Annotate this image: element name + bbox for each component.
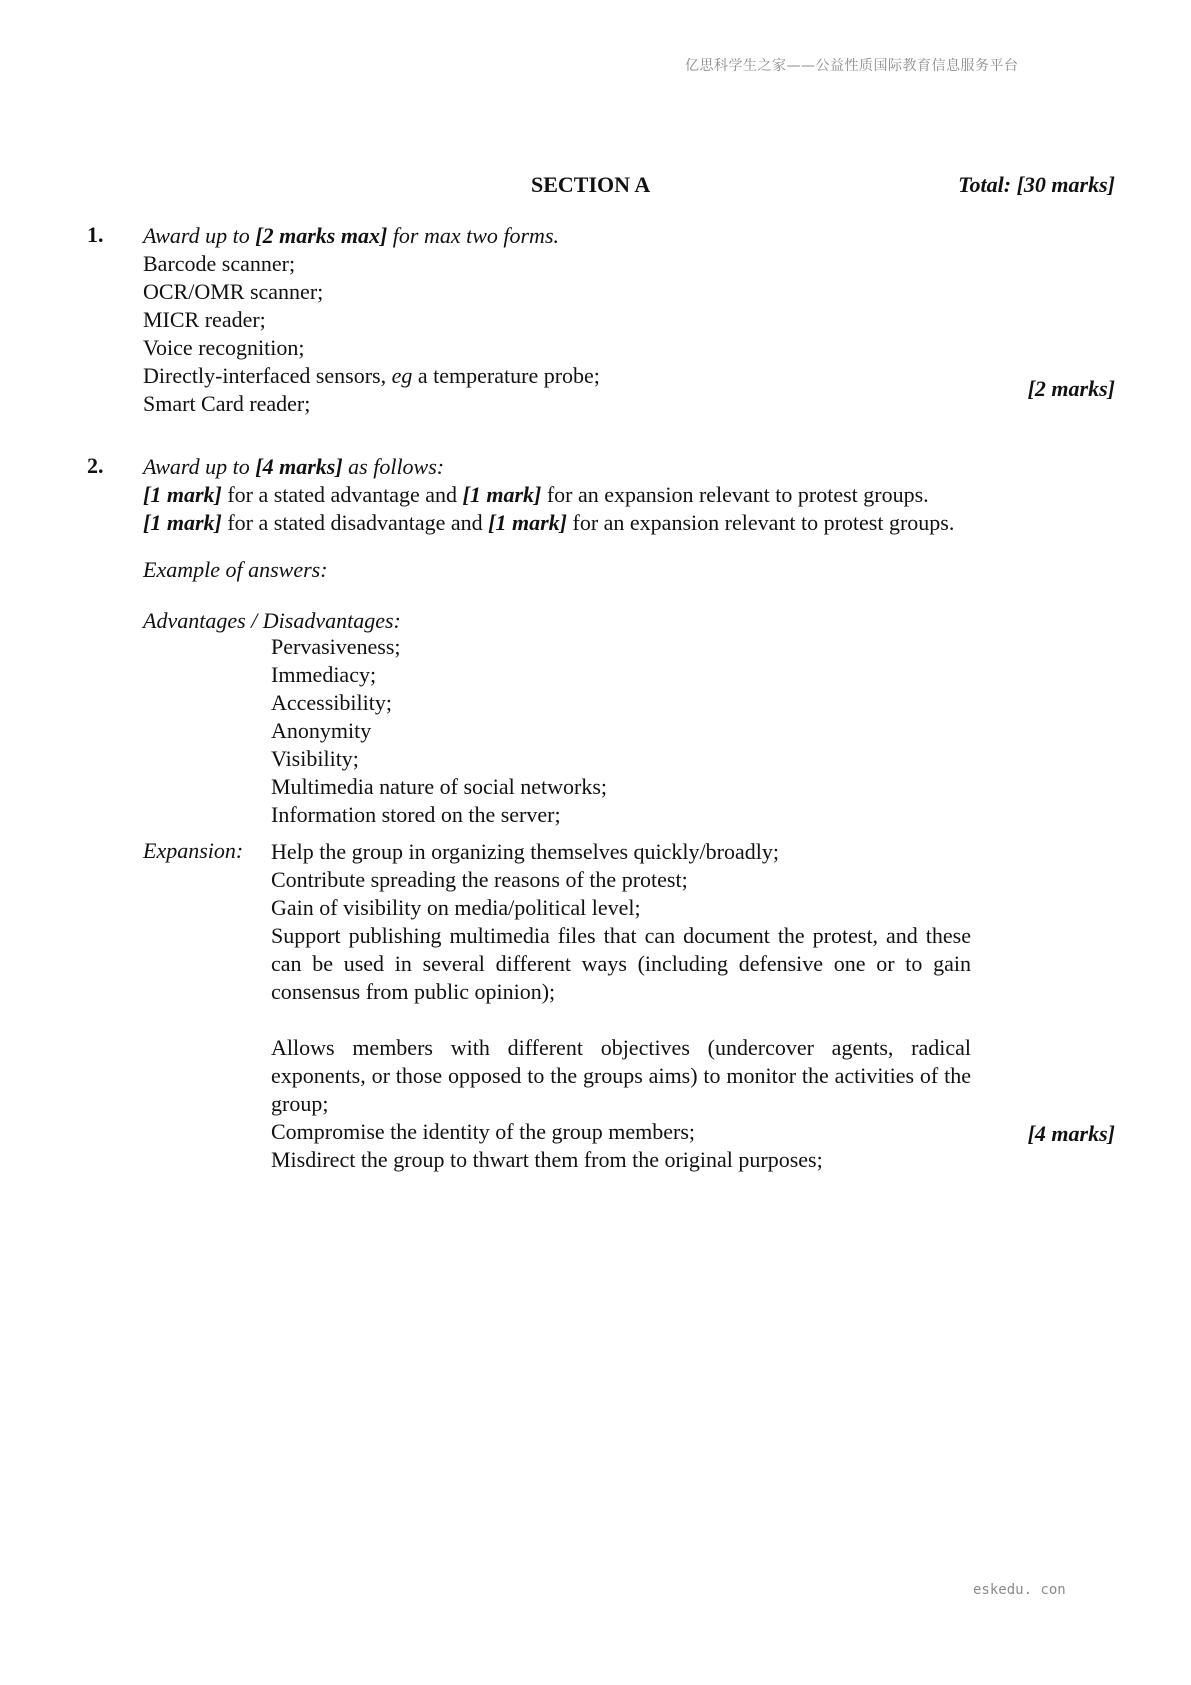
- list-item: Visibility;: [271, 746, 359, 771]
- list-item: OCR/OMR scanner;: [143, 279, 324, 304]
- list-item: Information stored on the server;: [271, 802, 561, 827]
- question-2-instruction: Award up to [4 marks] as follows:: [143, 454, 445, 479]
- list-item: Anonymity: [271, 718, 372, 743]
- list-item: Multimedia nature of social networks;: [271, 774, 608, 799]
- list-item: Allows members with different objectives (undercover agents, radical exponents, or those opposed to the groups aims) to monitor the activities of the group;: [271, 1035, 971, 1116]
- list-item: Directly-interfaced sensors, eg a temperature probe;: [143, 363, 600, 388]
- list-item: Help the group in organizing themselves quickly/broadly;: [271, 839, 779, 864]
- question-1-number: 1.: [87, 222, 104, 247]
- advantages-list: [271, 633, 607, 829]
- list-item: MICR reader;: [143, 307, 266, 332]
- question-1-instruction: Award up to [2 marks max] for max two forms.: [143, 223, 560, 248]
- question-1-body: [143, 222, 1115, 418]
- header-watermark: 亿思科学生之家——公益性质国际教育信息服务平台: [685, 58, 1019, 74]
- question-2-instructions: [143, 453, 1115, 537]
- marking-rule-disadvantage: [1 mark] for a stated disadvantage and [1 mark] for an expansion relevant to protest groups.: [143, 510, 955, 535]
- question-2-marks: [4 marks]: [1027, 1121, 1115, 1146]
- list-item: Contribute spreading the reasons of the protest;: [271, 867, 688, 892]
- expansion-label: Expansion:: [143, 838, 244, 863]
- advantages-heading: Advantages / Disadvantages:: [143, 608, 401, 633]
- list-item: Smart Card reader;: [143, 391, 311, 416]
- list-item: Barcode scanner;: [143, 251, 296, 276]
- list-item: Compromise the identity of the group members;: [271, 1119, 696, 1144]
- example-heading: Example of answers:: [143, 557, 328, 582]
- list-item: Accessibility;: [271, 690, 392, 715]
- question-1-marks: [2 marks]: [1027, 376, 1115, 401]
- list-item: Pervasiveness;: [271, 634, 401, 659]
- list-item: Misdirect the group to thwart them from the original purposes;: [271, 1147, 823, 1172]
- section-heading: SECTION A: [531, 172, 651, 197]
- list-item: Support publishing multimedia files that can document the protest, and these can be used in several different ways (including defensive one or to gain consensus from public opinion);: [271, 923, 971, 1004]
- section-total: Total: [30 marks]: [958, 172, 1115, 197]
- marking-rule-advantage: [1 mark] for a stated advantage and [1 mark] for an expansion relevant to protest groups.: [143, 482, 929, 507]
- list-item: Immediacy;: [271, 662, 377, 687]
- question-2-number: 2.: [87, 453, 104, 478]
- list-item: Gain of visibility on media/political level;: [271, 895, 641, 920]
- footer-watermark: eskedu. con: [973, 1582, 1066, 1598]
- expansion-list: [271, 838, 971, 1174]
- list-item: Voice recognition;: [143, 335, 305, 360]
